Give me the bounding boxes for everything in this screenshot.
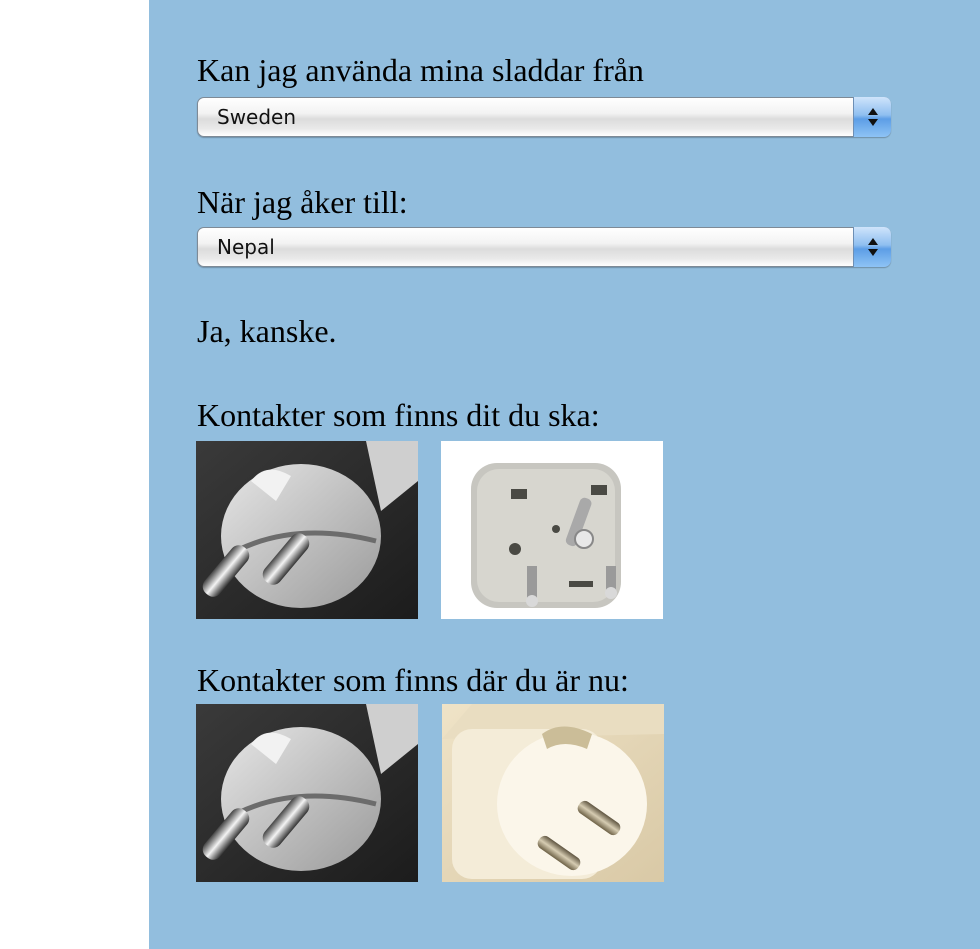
to-country-value: Nepal [217, 235, 275, 259]
schuko-plug-image [442, 704, 664, 882]
to-country-label: När jag åker till: [197, 184, 408, 220]
round-two-pin-plug-image [196, 441, 418, 619]
origin-plugs-heading: Kontakter som finns där du är nu: [197, 662, 629, 698]
select-arrows-icon[interactable] [853, 227, 891, 267]
to-country-select[interactable] [197, 227, 891, 267]
select-arrows-icon[interactable] [853, 97, 891, 137]
from-country-value: Sweden [217, 105, 297, 129]
from-country-select[interactable] [197, 97, 891, 137]
from-country-label: Kan jag använda mina sladdar från [197, 52, 644, 88]
compatibility-answer: Ja, kanske. [197, 313, 337, 349]
destination-plugs-heading: Kontakter som finns dit du ska: [197, 397, 600, 433]
three-pin-adapter-image [441, 441, 663, 619]
round-two-pin-plug-image [196, 704, 418, 882]
